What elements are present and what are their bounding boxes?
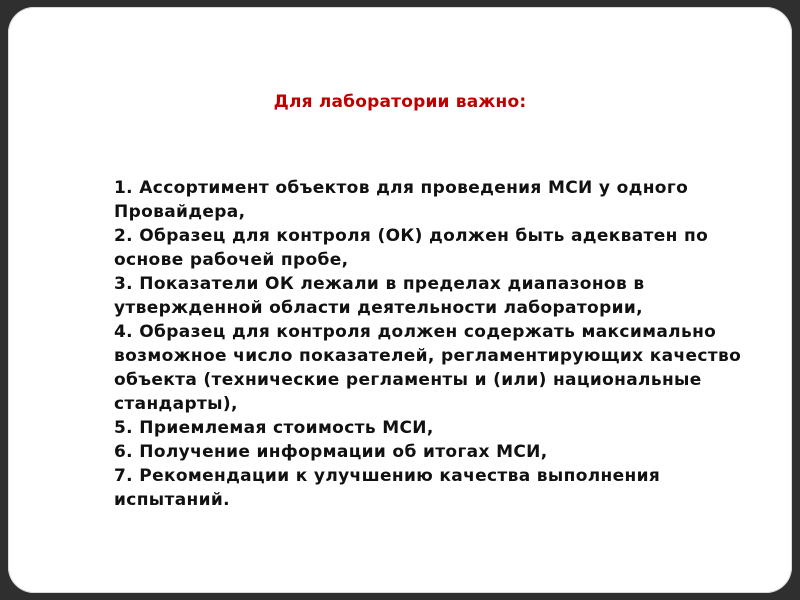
requirement-item-7: 7. Рекомендации к улучшению качества выполнения испытаний. — [114, 466, 661, 510]
requirement-item-5: 5. Приемлемая стоимость МСИ, — [114, 418, 434, 438]
requirement-item-6: 6. Получение информации об итогах МСИ, — [114, 442, 548, 462]
requirements-list — [114, 176, 754, 512]
requirement-item-2: 2. Образец для контроля (ОК) должен быть адекватен по основе рабочей пробе, — [114, 226, 709, 270]
requirement-item-1: 1. Ассортимент объектов для проведения МСИ у одного Провайдера, — [114, 178, 689, 222]
slide-title: Для лаборатории важно: — [273, 92, 527, 112]
requirement-item-3: 3. Показатели ОК лежали в пределах диапазонов в утвержденной области деятельности лаборатории, — [114, 274, 645, 318]
requirement-item-4: 4. Образец для контроля должен содержать максимально возможное число показателей, регламентирующих качество объекта (технические регламенты и (или) национальные стандарты), — [114, 322, 742, 414]
